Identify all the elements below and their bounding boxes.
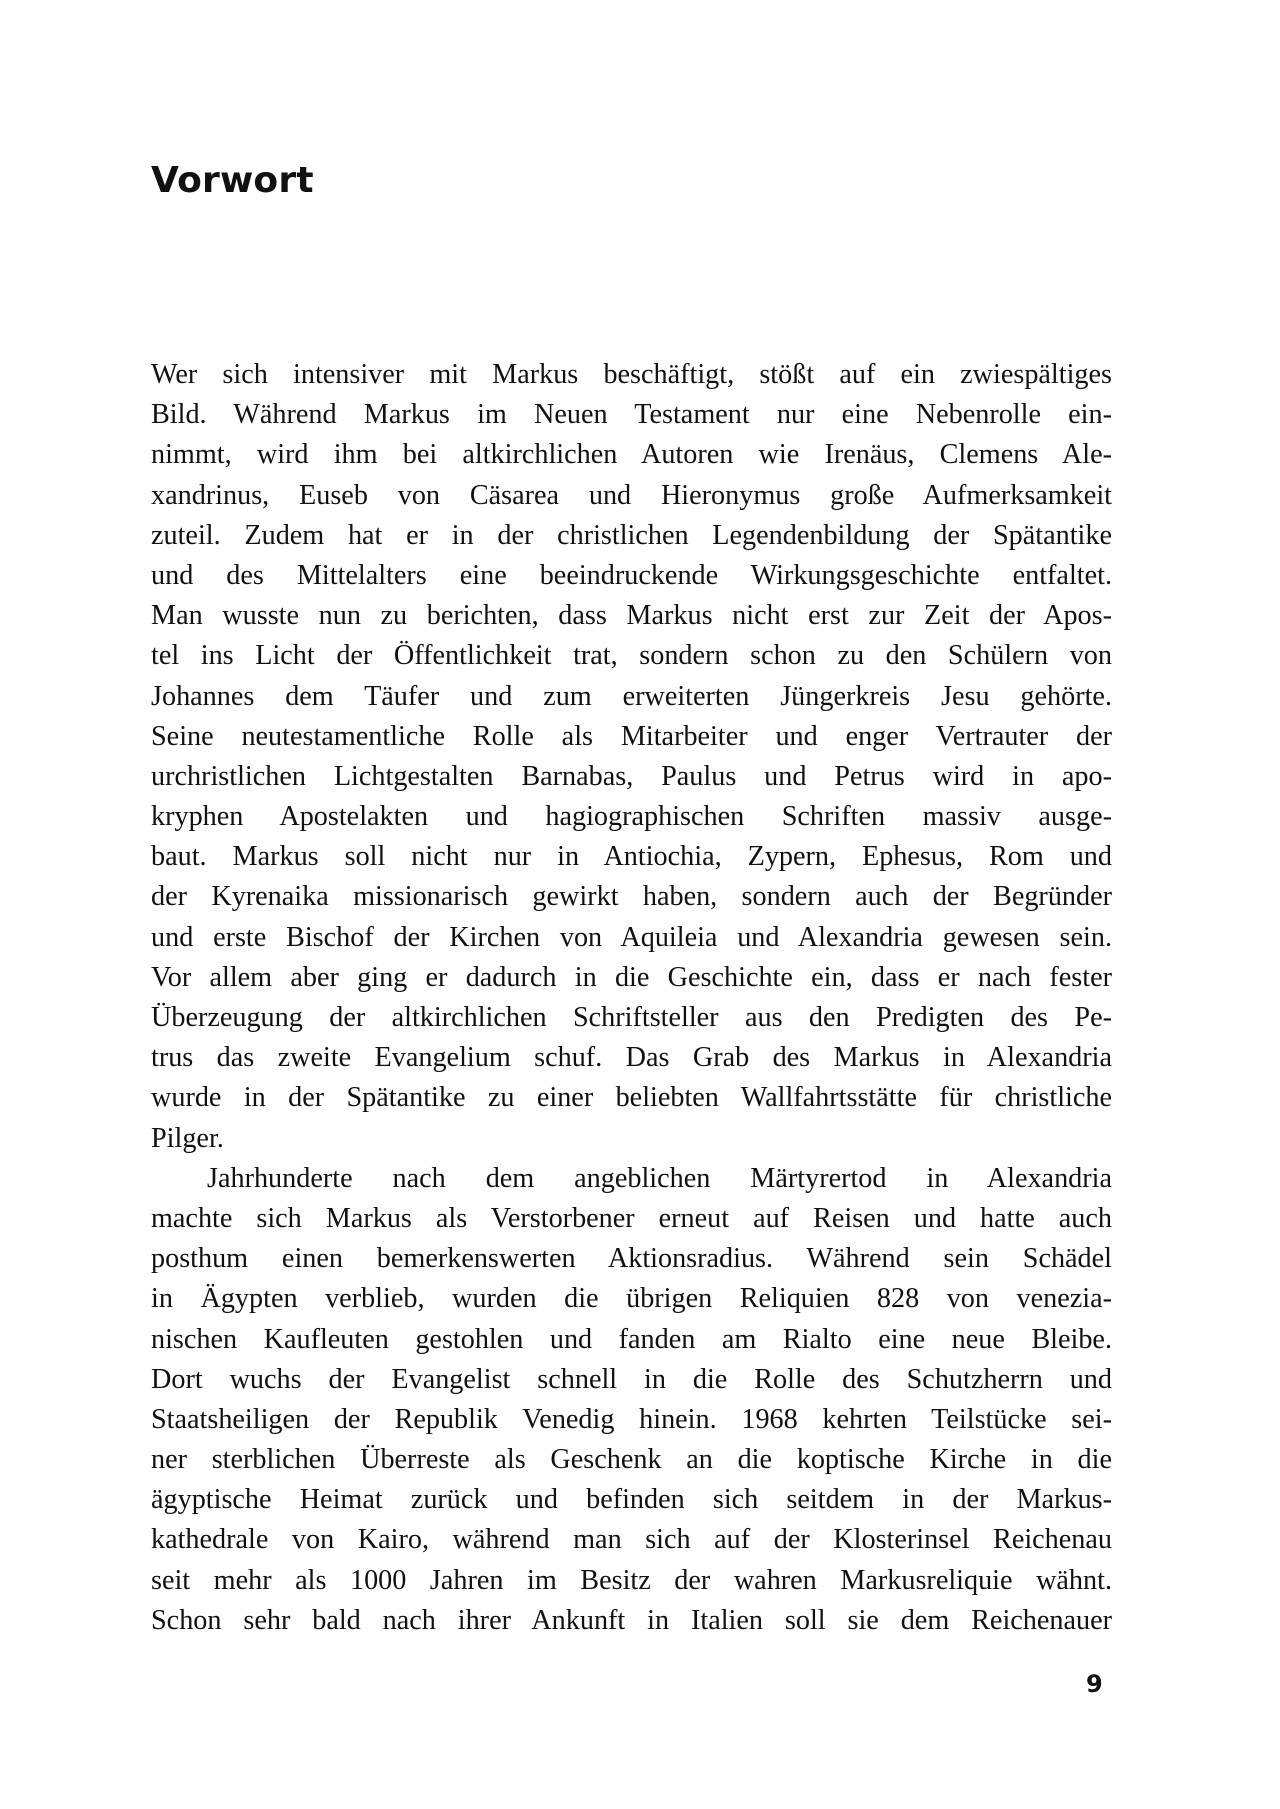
- paragraph: [151, 1159, 1112, 1641]
- page-number: 9: [1086, 1670, 1103, 1698]
- text-line: nimmt, wird ihm bei altkirchlichen Autoren wie Irenäus, Clemens Ale-: [151, 439, 1112, 471]
- body-text: [151, 355, 1112, 1641]
- text-line: Dort wuchs der Evangelist schnell in die Rolle des Schutzherrn und: [151, 1363, 1112, 1395]
- text-line: posthum einen bemerkenswerten Aktionsradius. Während sein Schädel: [151, 1243, 1112, 1275]
- text-line: in Ägypten verblieb, wurden die übrigen Reliquien 828 von venezia-: [151, 1283, 1112, 1315]
- text-line: der Kyrenaika missionarisch gewirkt haben, sondern auch der Begründer: [151, 881, 1112, 913]
- text-line: Staatsheiligen der Republik Venedig hinein. 1968 kehrten Teilstücke sei-: [151, 1403, 1112, 1435]
- text-line: Johannes dem Täufer und zum erweiterten Jüngerkreis Jesu gehörte.: [151, 680, 1112, 712]
- text-line: Schon sehr bald nach ihrer Ankunft in Italien soll sie dem Reichenauer: [151, 1604, 1112, 1636]
- text-line: tel ins Licht der Öffentlichkeit trat, sondern schon zu den Schülern von: [151, 640, 1112, 672]
- text-line: seit mehr als 1000 Jahren im Besitz der wahren Markusreliquie wähnt.: [151, 1564, 1112, 1596]
- paragraph: [151, 355, 1112, 1159]
- text-line: urchristlichen Lichtgestalten Barnabas, Paulus und Petrus wird in apo-: [151, 760, 1112, 792]
- text-line: Jahrhunderte nach dem angeblichen Märtyrertod in Alexandria: [207, 1162, 1112, 1194]
- text-line: Pilger.: [151, 1122, 224, 1154]
- text-line: und des Mittelalters eine beeindruckende Wirkungsgeschichte entfaltet.: [151, 559, 1112, 591]
- text-line: xandrinus, Euseb von Cäsarea und Hieronymus große Aufmerksamkeit: [151, 479, 1112, 511]
- text-line: machte sich Markus als Verstorbener erneut auf Reisen und hatte auch: [151, 1202, 1112, 1234]
- text-line: kryphen Apostelakten und hagiographischen Schriften massiv ausge-: [151, 801, 1112, 833]
- text-line: ägyptische Heimat zurück und befinden sich seitdem in der Markus-: [151, 1484, 1112, 1516]
- text-line: Seine neutestamentliche Rolle als Mitarbeiter und enger Vertrauter der: [151, 720, 1112, 752]
- chapter-heading: Vorwort: [151, 160, 314, 201]
- text-line: Man wusste nun zu berichten, dass Markus nicht erst zur Zeit der Apos-: [151, 600, 1112, 632]
- text-line: baut. Markus soll nicht nur in Antiochia, Zypern, Ephesus, Rom und: [151, 841, 1112, 873]
- text-line: Überzeugung der altkirchlichen Schriftsteller aus den Predigten des Pe-: [151, 1002, 1112, 1033]
- text-line: Wer sich intensiver mit Markus beschäftigt, stößt auf ein zwiespältiges: [151, 359, 1112, 390]
- text-line: und erste Bischof der Kirchen von Aquileia und Alexandria gewesen sein.: [151, 921, 1112, 953]
- text-line: zuteil. Zudem hat er in der christlichen Legendenbildung der Spätantike: [151, 519, 1112, 551]
- text-line: ner sterblichen Überreste als Geschenk an die koptische Kirche in die: [151, 1444, 1112, 1476]
- text-line: kathedrale von Kairo, während man sich auf der Klosterinsel Reichenau: [151, 1524, 1112, 1556]
- text-line: trus das zweite Evangelium schuf. Das Grab des Markus in Alexandria: [151, 1042, 1112, 1074]
- text-line: Vor allem aber ging er dadurch in die Geschichte ein, dass er nach fester: [151, 961, 1112, 993]
- text-line: Bild. Während Markus im Neuen Testament nur eine Nebenrolle ein-: [151, 399, 1112, 431]
- text-line: wurde in der Spätantike zu einer beliebten Wallfahrtsstätte für christliche: [151, 1082, 1112, 1114]
- text-line: nischen Kaufleuten gestohlen und fanden am Rialto eine neue Bleibe.: [151, 1323, 1112, 1355]
